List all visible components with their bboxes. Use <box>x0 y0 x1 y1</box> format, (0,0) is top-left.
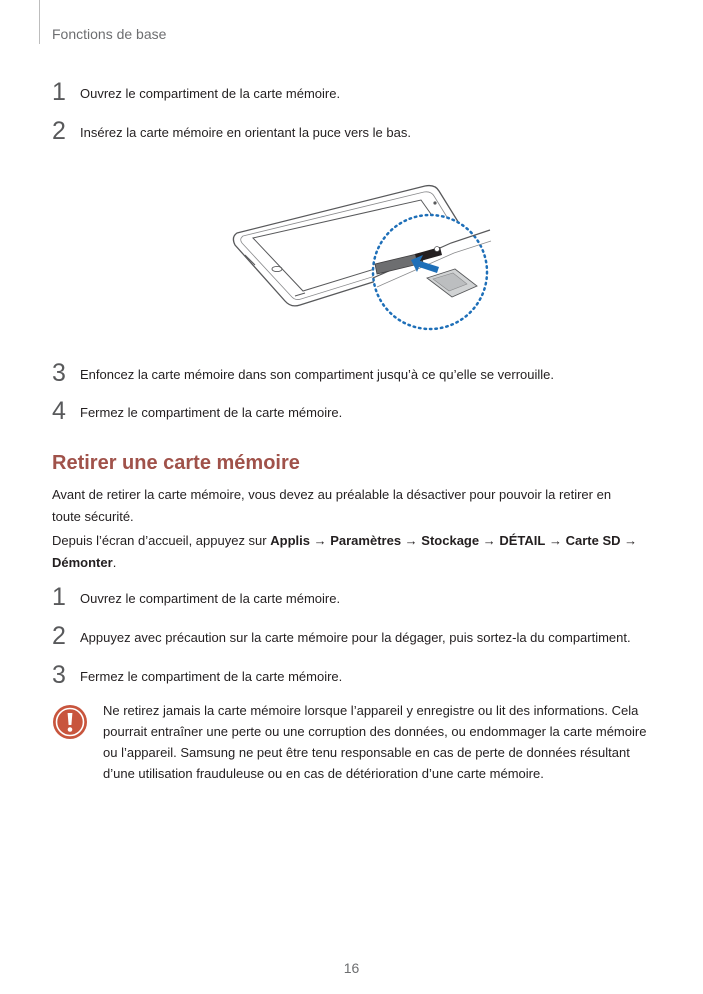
path-item-applis: Applis <box>270 533 310 548</box>
path-arrow: → <box>624 533 638 548</box>
step-number: 4 <box>52 397 66 425</box>
step-text: Fermez le compartiment de la carte mémoire. <box>80 669 343 684</box>
tablet-memory-card-illustration <box>225 183 493 333</box>
step-text: Ouvrez le compartiment de la carte mémoire. <box>80 86 341 101</box>
caution-icon <box>52 704 88 740</box>
step-text: Enfoncez la carte mémoire dans son compartiment jusqu’à ce qu’elle se verrouille. <box>80 367 555 382</box>
step-text: Insérez la carte mémoire en orientant la puce vers le bas. <box>80 125 411 140</box>
page-number: 16 <box>343 960 360 976</box>
step-number: 1 <box>52 78 66 106</box>
path-suffix: . <box>112 555 117 570</box>
step-number: 2 <box>52 622 66 650</box>
section-intro: Avant de retirer la carte mémoire, vous devez au préalable la désactiver pour pouvoir la retirer en toute sécurité. <box>52 487 612 524</box>
step-insert-3 <box>52 361 660 386</box>
path-arrow: → <box>482 533 496 548</box>
step-remove-2 <box>52 624 660 649</box>
section-heading: Retirer une carte mémoire <box>52 452 300 474</box>
step-number: 1 <box>52 583 66 611</box>
zoom-circle <box>373 215 487 329</box>
path-item-parametres: Paramètres <box>330 533 402 548</box>
step-remove-1 <box>52 585 660 610</box>
tray-pin-hole <box>435 247 440 252</box>
path-arrow: → <box>404 533 418 548</box>
path-item-detail: DÉTAIL <box>499 533 546 548</box>
caution-text: Ne retirez jamais la carte mémoire lorsque l’appareil y enregistre ou lit des informations. Cela pourrait entraîner une perte ou une corruption des données, ou endommager la carte mémoire ou l’appareil. Samsung ne peut être tenu responsable en cas de perte de données résultant d’une utilisation frauduleuse ou en cas de détérioration d’une carte mémoire. <box>103 703 647 781</box>
path-item-stockage: Stockage <box>421 533 480 548</box>
page-header-title: Fonctions de base <box>52 26 167 42</box>
step-number: 3 <box>52 359 66 387</box>
settings-path <box>52 530 642 574</box>
path-prefix: Depuis l’écran d’accueil, appuyez sur <box>52 533 271 548</box>
step-insert-4 <box>52 399 660 424</box>
step-insert-1 <box>52 80 660 105</box>
path-item-demonter: Démonter <box>52 555 113 570</box>
step-number: 3 <box>52 661 66 689</box>
step-insert-2 <box>52 119 660 144</box>
camera-icon <box>433 201 436 204</box>
path-arrow: → <box>548 533 562 548</box>
step-text: Appuyez avec précaution sur la carte mémoire pour la dégager, puis sortez-la du compartiment. <box>80 630 631 645</box>
step-text: Ouvrez le compartiment de la carte mémoire. <box>80 591 341 606</box>
path-arrow: → <box>313 533 327 548</box>
step-remove-3 <box>52 663 660 688</box>
step-number: 2 <box>52 117 66 145</box>
tablet-illustration-svg <box>225 183 493 333</box>
path-item-carte-sd: Carte SD <box>565 533 621 548</box>
step-text: Fermez le compartiment de la carte mémoire. <box>80 405 343 420</box>
header-rule <box>39 0 40 44</box>
